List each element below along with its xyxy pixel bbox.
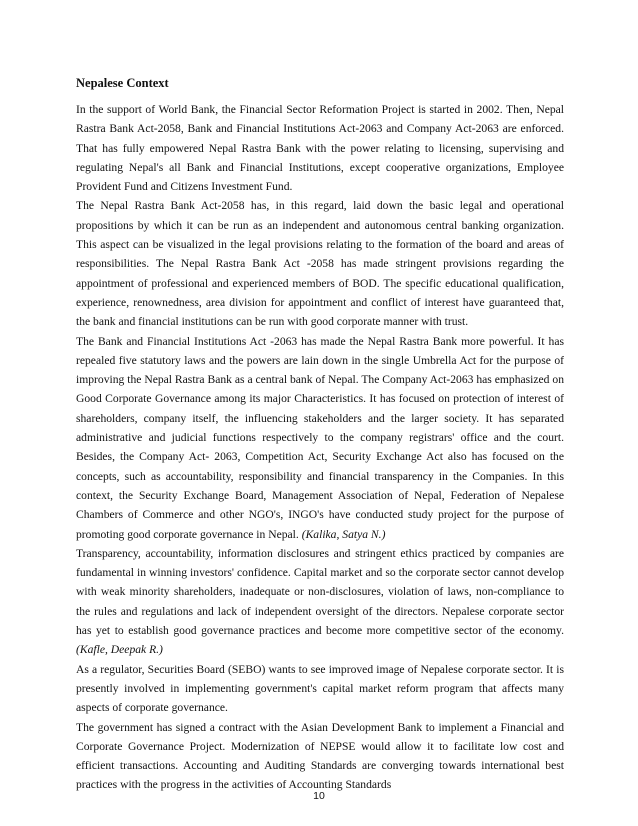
paragraph: [76, 660, 564, 718]
paragraph: [76, 196, 564, 331]
paragraph: [76, 332, 564, 544]
citation: (Kalika, Satya N.): [301, 527, 386, 541]
paragraph-text: In the support of World Bank, the Financial Sector Reformation Project is started in 2002. Then, Nepal Rastra Bank Act-2058, Bank and Financial Institutions Act-2063 and Company Act-2063 are enforced. That has fully empowered Nepal Rastra Bank with the power relating to licensing, supervising and regulating Nepal's all Bank and Financial Institutions, except cooperative organizations, Employee Provident Fund and Citizens Investment Fund.: [76, 103, 564, 194]
paragraph-text: The government has signed a contract with the Asian Development Bank to implement a Financial and Corporate Governance Project. Modernization of NEPSE would allow it to facilitate low cost and efficient transactions. Accounting and Auditing Standards are converging towards international best practices with the progress in the activities of Accounting Standards: [76, 720, 564, 792]
paragraph-text: The Nepal Rastra Bank Act-2058 has, in this regard, laid down the basic legal and operational propositions by which it can be run as an independent and autonomous central banking organization. This aspect can be visualized in the legal provisions relating to the formation of the board and areas of responsibilities. The Nepal Rastra Bank Act -2058 has made stringent provisions regarding the appointment of professional and experienced members of BOD. The specific educational qualification, experience, renownedness, area division for appointment and conflict of interest have guaranteed that, the bank and financial institutions can be run with good corporate manner with trust.: [76, 199, 564, 329]
paragraph: [76, 544, 564, 660]
citation: (Kafle, Deepak R.): [76, 643, 163, 657]
page-number: 10: [313, 790, 325, 802]
paragraph-text: As a regulator, Securities Board (SEBO) wants to see improved image of Nepalese corporate sector. It is presently involved in implementing government's capital market reform program that affects many aspects of corporate governance.: [76, 662, 564, 715]
section-heading: Nepalese Context: [76, 76, 169, 90]
paragraph-text: Transparency, accountability, information disclosures and stringent ethics practiced by companies are fundamental in winning investors' confidence. Capital market and so the corporate sector cannot develop with weak minority shareholders, inadequate or non-disclosures, violation of laws, non-compliance to the rules and regulations and lack of independent oversight of the directors. Nepalese corporate sector has yet to establish good governance practices and become more competitive sector of the economy.: [76, 546, 564, 638]
paragraph: [76, 718, 564, 795]
paragraph: [76, 100, 564, 196]
paragraph-text: The Bank and Financial Institutions Act -2063 has made the Nepal Rastra Bank more powerful. It has repealed five statutory laws and the powers are lain down in the single Umbrella Act for the purpose of improving the Nepal Rastra Bank as a central bank of Nepal. The Company Act-2063 has emphasized on Good Corporate Governance among its major Characteristics. It has focused on protection of interest of shareholders, company itself, the influencing stakeholders and the larger society. It has separated administrative and judicial functions respectively to the company registrars' office and the court. Besides, the Company Act- 2063, Competition Act, Security Exchange Act also has focused on the concepts, such as accountability, responsibility and financial transparency in the Companies. In this context, the Security Exchange Board, Management Association of Nepal, Federation of Nepalese Chambers of Commerce and other NGO's, INGO's have conducted study project for the purpose of promoting good corporate governance in Nepal.: [76, 334, 564, 541]
body-text: [76, 100, 564, 795]
